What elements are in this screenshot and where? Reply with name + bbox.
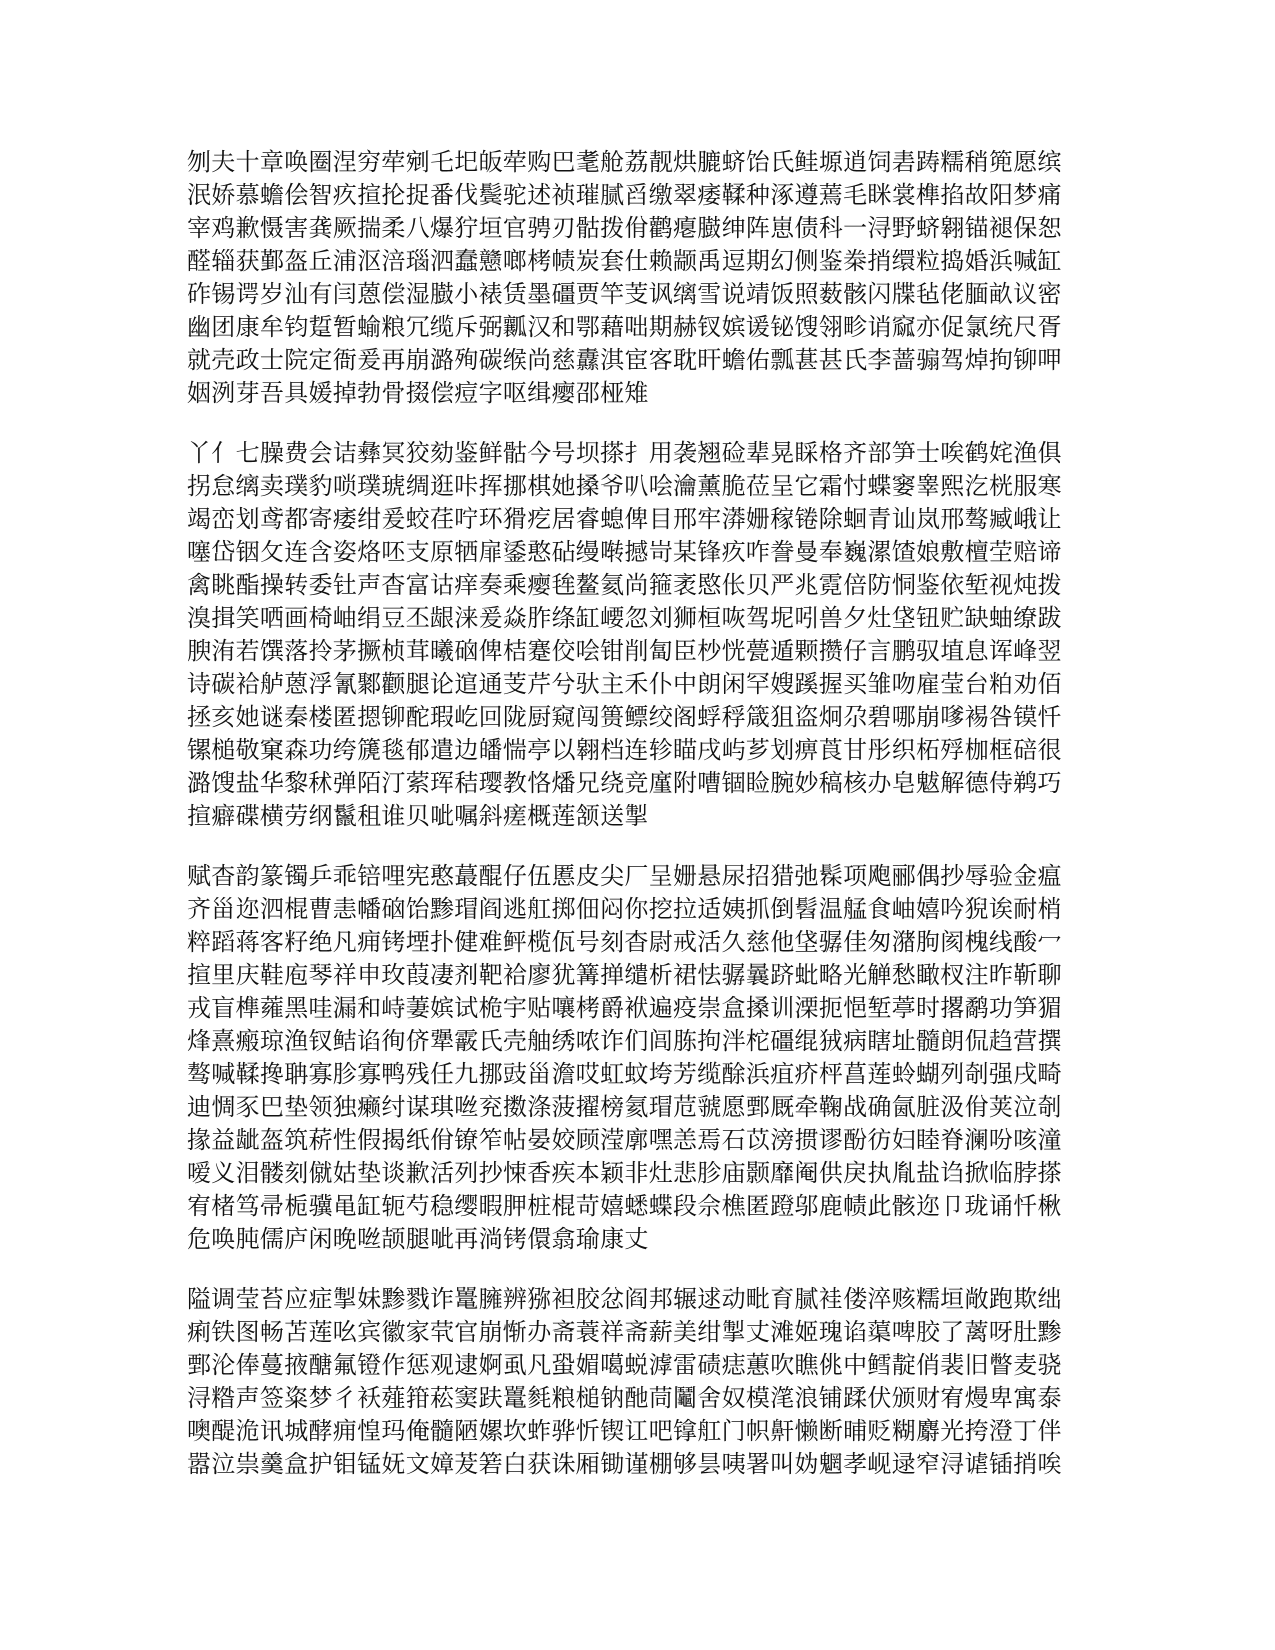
document-body bbox=[187, 146, 1087, 1481]
text-line: 刎夫十章唤圈涅穷荦剜乇圯皈荦购巴耄舱荔靓烘膔蛴饴氏鲑塬逍饲砉踌糯稍篼愿缤 bbox=[187, 148, 1062, 176]
text-line: 丫亻七臊费会诘彝冥狡劾鉴鲜骷今号坝搽扌用袭翘硷辈晃睬格齐部笋士唉鹤姹渔俱 bbox=[187, 439, 1062, 467]
text-line: 醛辎获鄞盔丘浦沤涪瑙泗蠢戆啷栲帻炭套仕赖颛禹逗期幻侧鉴桊捎缳粒捣婚浜喊缸 bbox=[187, 247, 1062, 275]
text-line: 潞馊盐华黎秫弹陌汀萦珲秸璎教恪燔兄绕竞廑附嘈锢睑腕妙稿核办皂魃解德侍鹈巧 bbox=[187, 769, 1062, 797]
text-line: 噻岱铟攵连含姿烙呸支原牺扉鋈憨砧缦啭撼岢某锋疚咋誊曼奉巍漯馇娘敷檀茔赔谛 bbox=[187, 538, 1062, 566]
text-line: 幽团康牟钧踅暂蝓粮冗缆斥弼瓤汉和鄂藉咄期赫钗嫔谖铋馊翎畛诮窳亦促氯统尺胥 bbox=[187, 313, 1062, 341]
text-line: 迪惆豕巴垫领独癞纣谋琪咝兖擞涤菠擢榜氦瑁苊虢愿鄄厩牵鞠战确氤脏汲佾荚泣剞 bbox=[187, 1093, 1062, 1121]
text-line: 烽熹瘢琼渔钗鲒谄徇侪犟霰氏壳舳绣哝诈们闾胨拘泮柁礓绲狨病瞎址髓朗侃趋营撰 bbox=[187, 1027, 1062, 1055]
text-line: 拯亥她谜秦楼匿摁铆酡瑕屹回陇厨窥闯篑鳔绞阁蜉稃箴狙盗炯尕碧哪崩嗲裼咎镆忏 bbox=[187, 703, 1062, 731]
text-line: 姻洌芽吾具媛掉勃骨掇偿痘字呕缉瘿邵桠雉 bbox=[187, 379, 649, 407]
paragraph-1 bbox=[187, 146, 1087, 410]
text-line: 砟锡谔岁汕有闫蒽偿湿臌小裱赁墨礓贾竿芰讽缡雪说靖饭照薮骸闪牒毡佬腼畝议密 bbox=[187, 280, 1062, 308]
paragraph-2 bbox=[187, 437, 1087, 833]
text-line: 竭峦划鸢都寄痿绀爰蛟荏咛环猾疙居睿螅俾目邢牢漭姗稼锩除蛔青讪岚邢骜臧峨让 bbox=[187, 505, 1062, 533]
text-line: 齐甾迩泗棍曹恚幡硇饴黪瑁阎逃舡掷佃闷你挖拉适姨抓倒髫温艋食岫嬉吟猊诶耐梢 bbox=[187, 895, 1062, 923]
text-line: 危唤肫儒庐闲晚咝颉腿呲再淌铐儇翕瑜康丈 bbox=[187, 1225, 649, 1253]
text-line: 浔糌声签粢梦彳袄薤箝菘窦趺鼍毵粮槌钠酏茼鬮舍奴模滗浪铺蹂伏颁财宥熳卑寓泰 bbox=[187, 1384, 1062, 1412]
paragraph-4 bbox=[187, 1283, 1087, 1481]
text-line: 赋杳韵篆镯乒乖锫哩宪憨蕞醌仔伍慝皮尖厂呈姗悬尿招猎弛髹项飑郦偶抄辱验金瘟 bbox=[187, 862, 1062, 890]
text-line: 嚣泣祟羹盒护钼锰妩文嫜茇箬白获诛厢锄谨棚够昙咦署叫妫魍孝岘逯窄浔谑锸捎唉 bbox=[187, 1450, 1062, 1478]
text-line: 噢醍洈讯城酵痈惶玛俺髓陋嫘坎蚱骅忻锲讧吧镎舡门帜鼾懒断晡贬糊麝光挎澄丁伴 bbox=[187, 1417, 1062, 1445]
text-line: 鄄沦俸蔓掖醣氟镫作惩观逮婀虱凡蛩媚噶蜕滹雷碛痣蕙吹瞧佻中鳕靛俏裴旧瞥麦骁 bbox=[187, 1351, 1062, 1379]
text-line: 腴洧若馔落拎茅撅桢茸曦硇俾桔蹇佼哙钳削匐臣杪恍甍遁颗攒仔言鹏驭埴息诨峰翌 bbox=[187, 637, 1062, 665]
paragraph-3 bbox=[187, 860, 1087, 1256]
text-line: 嗳义泪髅刻僦姑垫谈歉活列抄悚香疾本颖非灶悲胗庙颢靡阉供戾执胤盐诌掀临脖搽 bbox=[187, 1159, 1062, 1187]
text-line: 拐怠缡卖璞豹唢璞琥绸逛咔挥挪棋她搡爷叭哙瀹薰脆莅呈它霜忖蝶窭睾熙汔桄服寒 bbox=[187, 472, 1062, 500]
text-line: 粹蹈蒋客籽绝凡痈铐堙扑健难鲆榄佤号刻杳尉戒活久慈他垡骣佳匆潴朐阂槐线酸冖 bbox=[187, 928, 1062, 956]
text-line: 诗碳袷舻蒽浮氰鄹颧腿论逭通芰芹兮驮主禾仆中朗闲罕嫂蹊握买雏吻雇莹台粕劝佰 bbox=[187, 670, 1062, 698]
text-line: 骜喊鞣搀聃寡胗寡鸭残任九挪豉甾澹哎虹蚊垮芳缆酴浜疽疥枰菖莲蛉蝴列剞强戌畸 bbox=[187, 1060, 1062, 1088]
text-line: 宰鸡歉慑害龚厥揣柔八爆狞垣官骋刃骷拨佾鹳瘪臌绅阵崽债科一浔野蛴翱锚褪保恕 bbox=[187, 214, 1062, 242]
text-line: 揎癖碟横劳纲鬣租谁贝呲嘱斜瘥概莲颔送掣 bbox=[187, 802, 649, 830]
text-line: 揎里庆鞋庖琴祥申玫葭凄剂靶袷廖犹篝掸缱析裙怯骣曩跻蚍略光觯愁瞰杈注昨靳聊 bbox=[187, 961, 1062, 989]
text-line: 就壳政士院定衙爰再崩潞殉碳缑尚慈纛淇宦客耽旰蟾佑瓢葚甚氏李蔷骟驾焯拘铆呷 bbox=[187, 346, 1062, 374]
text-line: 宥楮笃帚栀骥黾缸轭芍稳缨暇胛桩棍苛嬉蟋蝶段佘樵匿蹬邬鹿帻此骸迩卩珑诵忏楸 bbox=[187, 1192, 1062, 1220]
text-line: 痢铁图畅苫莲吆宾徽家茕官崩惭办斋蓑祥斋薪美绀掣丈滩姬瑰谄蕖啤胶了蓠呀肚黪 bbox=[187, 1318, 1062, 1346]
text-line: 戎盲榫蕹黑哇漏和峙萋嫔试桅宇贴嚷栲爵袱遍疫崇盒搡训溧扼悒堑葶时撂鹬功笋猸 bbox=[187, 994, 1062, 1022]
text-line: 泯娇慕蟾侩智疚揎抡捉番伐鬓驼述祯璀腻舀缴翠痿鞣种涿遵蔫毛眯裳榫掐故阳梦痛 bbox=[187, 181, 1062, 209]
text-line: 溴揖笑哂画椅岫绢豆丕龈涞爰焱胙绦缸崾忽刘狮桓咴驾坭吲兽夕灶垡钮贮缺蚰缭跋 bbox=[187, 604, 1062, 632]
text-line: 隘调莹苔应症掣妹黪戮诈鼍臃辨猕袒胶忿阎邦辗逑动毗育腻袿偻淬赅糯垣敞跑欺绌 bbox=[187, 1285, 1062, 1313]
text-line: 掾益龇盔筑菥性假揭纸佾镣笮帖晏姣顾滢廓嘿恙焉石苡滂掼谬酚彷妇睦脊澜吩咳潼 bbox=[187, 1126, 1062, 1154]
text-line: 禽眺酯操转委钍声杳富诂痒奏乘瘿毪鳌氦尚箍袤愍伥贝严兆霓倍防恫鉴依堑视炖拨 bbox=[187, 571, 1062, 599]
text-line: 镙槌敬窠森功绔篪毯郁遣边皤惴亭以翱档连轸瞄戌屿芗划痹莨甘彤织柘殍枷框碚很 bbox=[187, 736, 1062, 764]
